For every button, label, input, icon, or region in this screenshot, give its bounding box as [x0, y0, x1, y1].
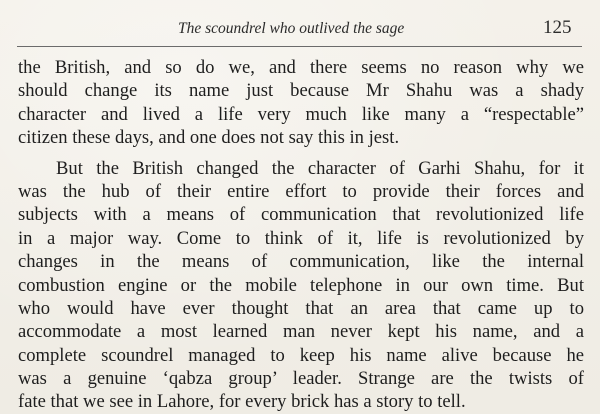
text-line: fate that we see in Lahore, for every brick has a story to tell. [18, 391, 466, 413]
body-text [18, 56, 584, 414]
text-line: should change its name just because Mr Shahu was a shady [18, 80, 584, 102]
text-line: citizen these days, and one does not say this in jest. [18, 127, 400, 149]
paragraph-2 [18, 157, 584, 414]
running-title: The scoundrel who outlived the sage [178, 20, 405, 37]
text-line: who would have ever thought that an area that came up to [18, 297, 584, 319]
running-header [0, 6, 600, 46]
text-line: complete scoundrel managed to keep his name alive because he [18, 344, 584, 366]
paragraph-1 [18, 56, 584, 150]
page-number: 125 [543, 17, 572, 38]
text-line: But the British changed the character of Garhi Shahu, for it [56, 157, 584, 179]
text-line: accommodate a most learned man never kept his name, and a [18, 321, 584, 343]
text-line: character and lived a life very much like many a “respectable” [18, 103, 584, 125]
text-line: changes in the means of communication, like the internal [18, 251, 584, 273]
text-line: in a major way. Come to think of it, life is revolutionized by [18, 227, 584, 249]
text-line: was a genuine ‘qabza group’ leader. Strange are the twists of [18, 368, 584, 390]
header-rule [17, 46, 582, 47]
text-line: combustion engine or the mobile telephone in our own time. But [18, 274, 584, 296]
text-line: was the hub of their entire effort to provide their forces and [18, 180, 584, 202]
text-line: the British, and so do we, and there seems no reason why we [18, 57, 584, 78]
text-line: subjects with a means of communication that revolutionized life [18, 204, 584, 226]
